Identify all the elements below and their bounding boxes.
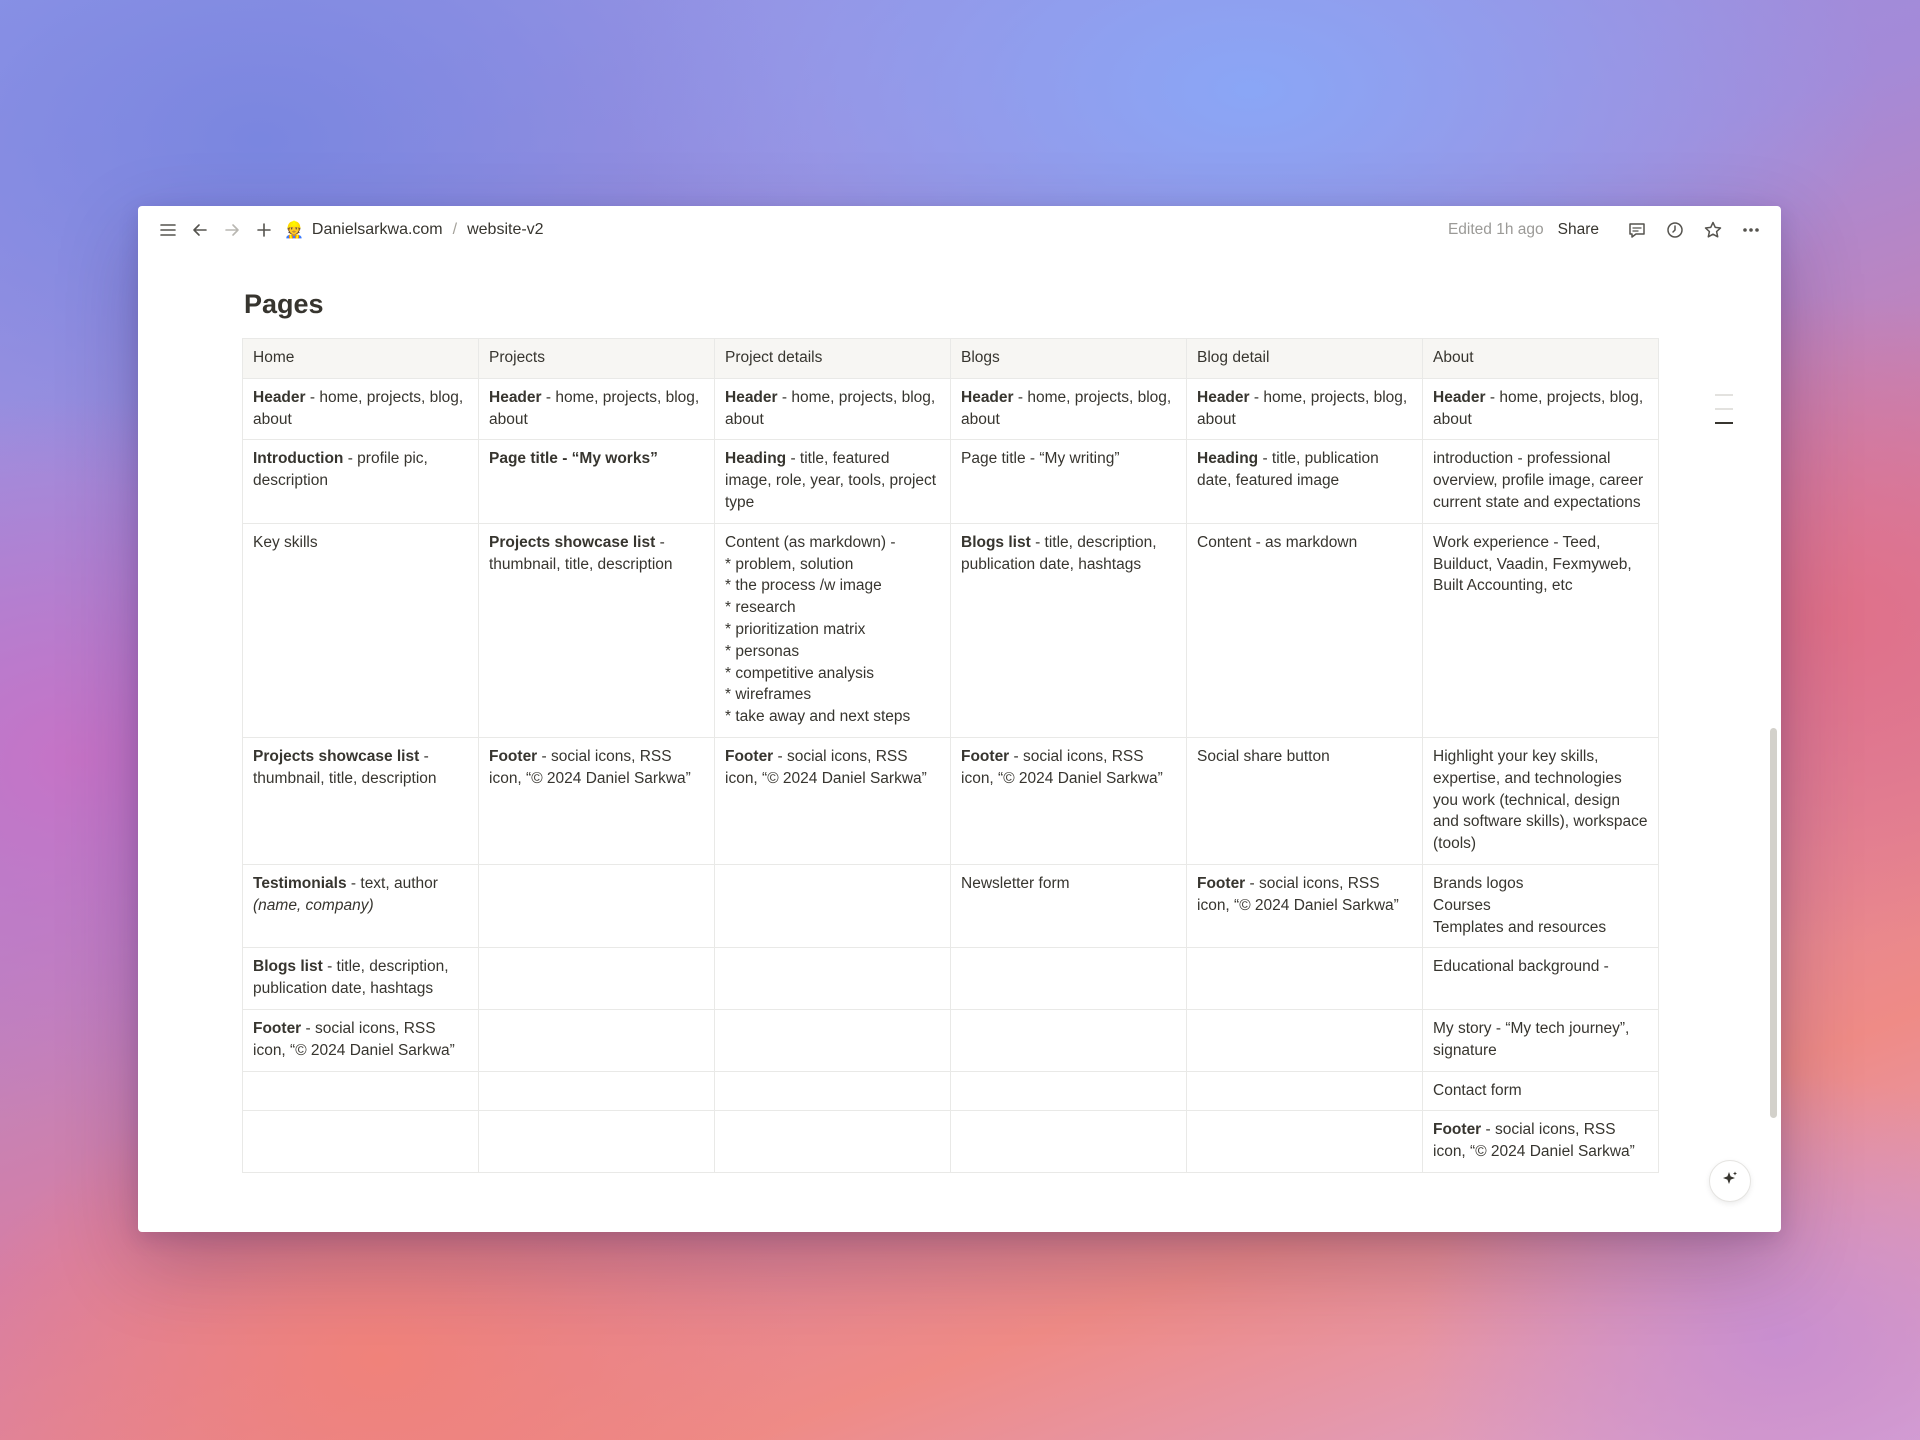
history-icon[interactable] (1661, 216, 1689, 244)
cell-text: Content (as markdown) - (725, 533, 896, 551)
table-cell[interactable] (479, 1071, 715, 1111)
column-header[interactable]: Blogs (951, 339, 1187, 379)
cell-line (725, 641, 940, 663)
table-row (243, 737, 1659, 864)
cell-bold-text: Footer (1433, 1121, 1482, 1139)
cell-text: - social icons, RSS icon, “© 2024 Daniel Sarkwa” (253, 1019, 455, 1059)
page-emoji-icon: 👷 (284, 222, 304, 239)
cell-line (961, 387, 1176, 431)
cell-line (725, 706, 940, 728)
cell-text: - thumbnail, title, description (253, 747, 437, 787)
cell-bold-text: Heading (1197, 450, 1259, 468)
cell-text: Educational background - (1433, 958, 1609, 976)
column-header[interactable]: Blog detail (1187, 339, 1423, 379)
table-cell[interactable] (479, 1111, 715, 1173)
more-icon[interactable] (1737, 216, 1765, 244)
table-cell[interactable] (243, 378, 479, 440)
back-arrow-icon[interactable] (186, 216, 214, 244)
cell-line (725, 532, 940, 554)
cell-bold-text: Introduction (253, 450, 344, 468)
table-cell[interactable] (1423, 1009, 1659, 1071)
table-cell[interactable] (243, 523, 479, 737)
cell-text: - home, projects, blog, about (489, 388, 700, 428)
cell-bold-text: Header (961, 388, 1014, 406)
table-cell[interactable] (1187, 523, 1423, 737)
table-cell[interactable] (715, 1009, 951, 1071)
column-header[interactable]: Home (243, 339, 479, 379)
cell-line (253, 387, 468, 431)
cell-line (1197, 746, 1412, 768)
table-row (243, 948, 1659, 1010)
table-cell[interactable] (479, 378, 715, 440)
cell-line (1197, 387, 1412, 431)
table-cell[interactable] (715, 440, 951, 523)
table-cell[interactable] (1423, 440, 1659, 523)
cell-text: * wireframes (725, 686, 812, 704)
scrollbar[interactable] (1770, 728, 1777, 1118)
pages-table (242, 338, 1659, 1173)
table-cell[interactable] (951, 1111, 1187, 1173)
table-cell[interactable] (951, 440, 1187, 523)
cell-line (1433, 746, 1648, 855)
table-cell[interactable] (951, 378, 1187, 440)
cell-line (253, 532, 468, 554)
cell-bold-text: Footer (725, 747, 774, 765)
cell-line (1433, 387, 1648, 431)
cell-line (1197, 532, 1412, 554)
table-cell[interactable] (715, 523, 951, 737)
cell-line (725, 575, 940, 597)
menu-icon[interactable] (154, 216, 182, 244)
table-cell[interactable] (1187, 737, 1423, 864)
cell-text: - title, featured image, role, year, tools, project type (725, 450, 937, 511)
cell-text: - text, author (346, 874, 438, 892)
cell-line (961, 746, 1176, 790)
table-cell[interactable] (1187, 1009, 1423, 1071)
breadcrumb-separator: / (452, 221, 458, 238)
cell-text: introduction - professional overview, profile image, career current state and expectations (1433, 450, 1644, 511)
cell-line (253, 1018, 468, 1062)
toc-line-active[interactable] (1715, 422, 1733, 424)
cell-line (1433, 1018, 1648, 1062)
table-row (243, 864, 1659, 947)
table-cell[interactable] (1423, 378, 1659, 440)
cell-line (1197, 448, 1412, 492)
table-cell[interactable] (479, 523, 715, 737)
cell-text: Brands logos (1433, 874, 1524, 892)
cell-text: - home, projects, blog, about (961, 388, 1172, 428)
cell-text: - title, publication date, featured image (1197, 450, 1379, 490)
table-row (243, 523, 1659, 737)
table-cell[interactable] (715, 378, 951, 440)
breadcrumb-item-workspace[interactable]: Danielsarkwa.com (311, 221, 443, 238)
table-cell[interactable] (243, 1071, 479, 1111)
table-cell[interactable] (243, 737, 479, 864)
cell-line (725, 663, 940, 685)
plus-icon[interactable] (250, 216, 278, 244)
cell-text: - home, projects, blog, about (253, 388, 464, 428)
cell-line (725, 684, 940, 706)
toc-line[interactable] (1715, 408, 1733, 410)
cell-text: - social icons, RSS icon, “© 2024 Daniel Sarkwa” (1433, 1121, 1635, 1161)
cell-line (961, 532, 1176, 576)
cell-bold-text: Header (489, 388, 542, 406)
table-cell[interactable] (1423, 864, 1659, 947)
cell-line (725, 619, 940, 641)
table-cell[interactable] (479, 864, 715, 947)
cell-line (1433, 448, 1648, 513)
breadcrumb-item-page[interactable]: website-v2 (467, 221, 544, 238)
table-cell[interactable] (479, 440, 715, 523)
page-title[interactable]: Pages (244, 289, 324, 319)
cell-text: * personas (725, 642, 800, 660)
notion-window (138, 206, 1781, 1232)
star-icon[interactable] (1699, 216, 1727, 244)
table-cell[interactable] (479, 1009, 715, 1071)
cell-line (725, 554, 940, 576)
cell-bold-text: Blogs list (961, 533, 1031, 551)
table-row (243, 1071, 1659, 1111)
cell-text: - home, projects, blog, about (1197, 388, 1408, 428)
cell-bold-text: Projects showcase list (489, 533, 656, 551)
cell-text: - thumbnail, title, description (489, 533, 673, 573)
table-cell[interactable] (243, 864, 479, 947)
cell-line (961, 873, 1176, 895)
cell-text: Courses (1433, 896, 1491, 914)
cell-bold-text: Footer (961, 747, 1010, 765)
cell-bold-text: Heading (725, 450, 787, 468)
table-cell[interactable] (951, 948, 1187, 1010)
table-cell[interactable] (1187, 864, 1423, 947)
cell-text: * problem, solution (725, 555, 854, 573)
table-cell[interactable] (1187, 440, 1423, 523)
table-cell[interactable] (243, 948, 479, 1010)
table-cell[interactable] (243, 1009, 479, 1071)
column-header[interactable]: About (1423, 339, 1659, 379)
cell-line (489, 387, 704, 431)
cell-text: - home, projects, blog, about (725, 388, 936, 428)
table-row (243, 378, 1659, 440)
ai-assistant-button[interactable] (1709, 1160, 1751, 1202)
cell-bold-text: Testimonials (253, 874, 347, 892)
cell-text: * research (725, 599, 796, 617)
cell-line (1433, 917, 1648, 939)
cell-bold-text: Footer (489, 747, 538, 765)
cell-text: Key skills (253, 533, 318, 551)
table-row (243, 1111, 1659, 1173)
cell-line (1197, 873, 1412, 917)
cell-text: Newsletter form (961, 874, 1070, 892)
table-cell[interactable] (1423, 737, 1659, 864)
cell-line (725, 387, 940, 431)
cell-line (1433, 532, 1648, 597)
table-cell[interactable] (951, 1009, 1187, 1071)
table-cell[interactable] (951, 737, 1187, 864)
table-cell[interactable] (715, 1111, 951, 1173)
cell-text: - social icons, RSS icon, “© 2024 Daniel Sarkwa” (725, 747, 927, 787)
cell-line (489, 746, 704, 790)
cell-text: Content - as markdown (1197, 533, 1358, 551)
cell-line (489, 448, 704, 470)
cell-line (253, 873, 468, 895)
cell-line (1433, 895, 1648, 917)
cell-bold-text: Header (253, 388, 306, 406)
table-cell[interactable] (1187, 1111, 1423, 1173)
cell-text: Social share button (1197, 747, 1330, 765)
cell-text: * take away and next steps (725, 708, 911, 726)
column-header[interactable]: Projects (479, 339, 715, 379)
cell-text: My story - “My tech journey”, signature (1433, 1019, 1630, 1059)
sparkle-icon (1721, 1170, 1739, 1193)
cell-text: Templates and resources (1433, 918, 1607, 936)
cell-line (725, 448, 940, 513)
table-cell[interactable] (715, 737, 951, 864)
table-cell[interactable] (479, 737, 715, 864)
table-row (243, 1009, 1659, 1071)
cell-text: - home, projects, blog, about (1433, 388, 1644, 428)
forward-arrow-icon[interactable] (218, 216, 246, 244)
cell-bold-text: Header (1433, 388, 1486, 406)
cell-line (489, 532, 704, 576)
table-cell[interactable] (951, 864, 1187, 947)
cell-text: Work experience - Teed, Builduct, Vaadin, Fexmyweb, Built Accounting, etc (1433, 533, 1632, 595)
table-cell[interactable] (1187, 1071, 1423, 1111)
table-cell[interactable] (1187, 378, 1423, 440)
cell-text: - title, description, publication date, hashtags (253, 958, 449, 998)
table-cell[interactable] (243, 440, 479, 523)
cell-line (253, 956, 468, 1000)
table-cell[interactable] (1187, 948, 1423, 1010)
topbar-actions (1448, 216, 1765, 244)
table-header-row (243, 339, 1659, 379)
cell-text: Contact form (1433, 1081, 1522, 1099)
cell-text: * prioritization matrix (725, 620, 866, 638)
topbar (138, 206, 1781, 254)
cell-text: * the process /w image (725, 577, 882, 595)
page-content (242, 286, 1658, 1173)
cell-line (253, 895, 468, 917)
cell-text: * competitive analysis (725, 664, 875, 682)
table-cell[interactable] (951, 523, 1187, 737)
cell-line (725, 746, 940, 790)
cell-italic-text: (name, company) (253, 896, 374, 914)
cell-line (1433, 956, 1648, 978)
cell-line (253, 448, 468, 492)
cell-line (1433, 1080, 1648, 1102)
table-of-contents[interactable] (1707, 394, 1733, 436)
cell-text: - social icons, RSS icon, “© 2024 Daniel Sarkwa” (489, 747, 691, 787)
table-body (243, 378, 1659, 1172)
cell-bold-text: Footer (1197, 874, 1246, 892)
table-cell[interactable] (243, 1111, 479, 1173)
cell-text: - social icons, RSS icon, “© 2024 Daniel Sarkwa” (961, 747, 1163, 787)
cell-bold-text: Header (725, 388, 778, 406)
cell-text: Page title - “My writing” (961, 450, 1120, 468)
cell-bold-text: Footer (253, 1019, 302, 1037)
table-cell[interactable] (715, 864, 951, 947)
table-cell[interactable] (715, 948, 951, 1010)
cell-text: Highlight your key skills, expertise, and technologies you work (technical, design and software skills), workspace (tools) (1433, 747, 1648, 853)
cell-line (253, 746, 468, 790)
cell-text: - profile pic, description (253, 450, 428, 490)
toc-line[interactable] (1715, 394, 1733, 396)
cell-line (961, 448, 1176, 470)
cell-bold-text: Projects showcase list (253, 747, 420, 765)
comment-icon[interactable] (1623, 216, 1651, 244)
table-row (243, 440, 1659, 523)
cell-text: - title, description, publication date, hashtags (961, 533, 1157, 573)
cell-bold-text: Page title - “My works” (489, 450, 658, 468)
share-button[interactable]: Share (1557, 221, 1599, 238)
table-cell[interactable] (1423, 1111, 1659, 1173)
edited-status: Edited 1h ago (1447, 221, 1544, 238)
cell-text: - social icons, RSS icon, “© 2024 Daniel Sarkwa” (1197, 874, 1399, 914)
table-cell[interactable] (1423, 523, 1659, 737)
cell-bold-text: Blogs list (253, 958, 323, 976)
cell-line (1433, 873, 1648, 895)
table-cell[interactable] (1423, 948, 1659, 1010)
cell-bold-text: Header (1197, 388, 1250, 406)
column-header[interactable]: Project details (715, 339, 951, 379)
cell-line (725, 597, 940, 619)
breadcrumb (284, 220, 544, 240)
table-cell[interactable] (1423, 1071, 1659, 1111)
table-cell[interactable] (951, 1071, 1187, 1111)
table-cell[interactable] (479, 948, 715, 1010)
cell-line (1433, 1119, 1648, 1163)
table-cell[interactable] (715, 1071, 951, 1111)
